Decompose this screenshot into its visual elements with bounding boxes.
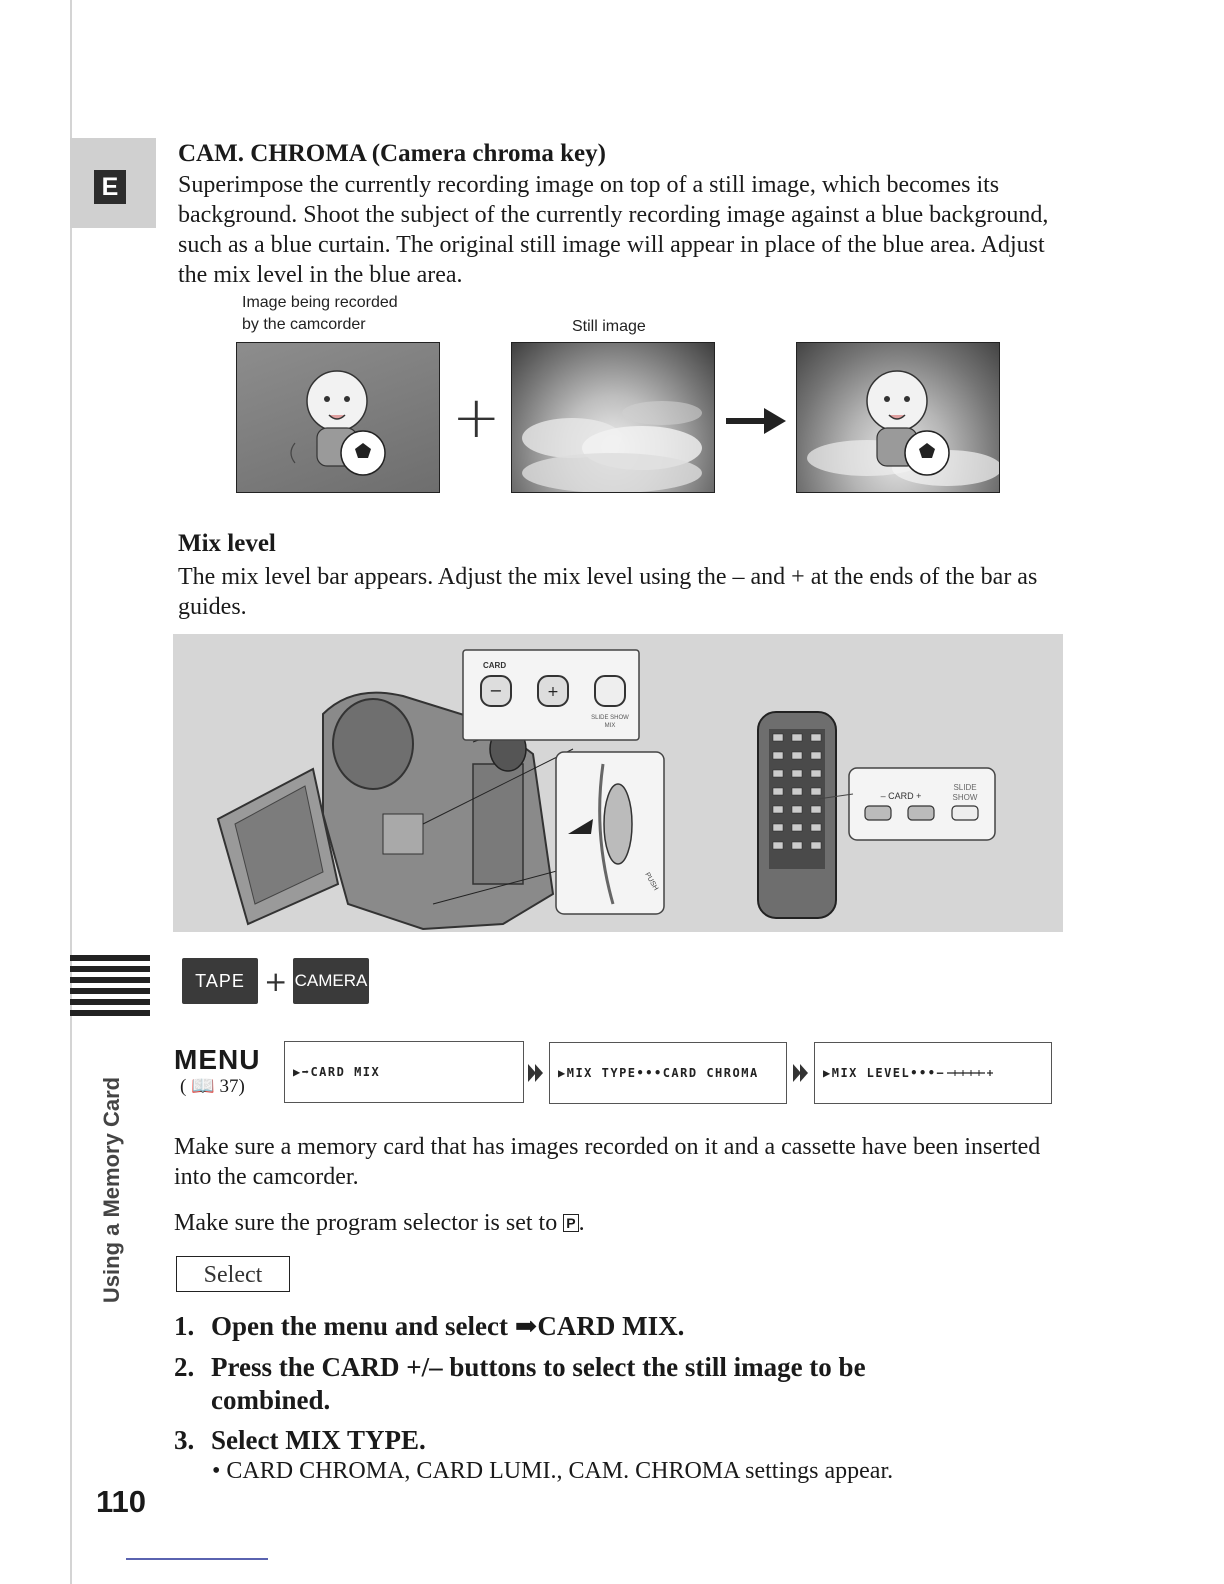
menu-label: MENU [174, 1044, 261, 1075]
recorded-image [236, 342, 440, 493]
caption-recorded-line2: by the camcorder [242, 316, 366, 333]
cam-chroma-body: Superimpose the currently recording image on top of a still image, which becomes its background. Shoot the subject of the currently recording image against a blue background, such as a blue curtain. The original still image will appear in place of the blue area. Adjust the mix level in the blue area. [178, 172, 1049, 288]
cam-chroma-title: CAM. CHROMA (Camera chroma key) [178, 140, 606, 167]
step-3-bullet: • CARD CHROMA, CARD LUMI., CAM. CHROMA settings appear. [212, 1458, 894, 1484]
step-2-number: 2. [174, 1352, 195, 1382]
mix-level-body: The mix level bar appears. Adjust the mix level using the – and + at the ends of the bar as guides. [178, 564, 1038, 620]
camcorder-remote-drawing [173, 634, 1063, 932]
combined-image [796, 342, 1000, 493]
step-2-text-line2: combined. [211, 1385, 331, 1415]
program-p-symbol: P [563, 1214, 578, 1232]
step-1 [174, 1310, 684, 1343]
program-prefix: Make sure the program selector is set to [174, 1210, 564, 1236]
combined-illustration [797, 343, 999, 492]
clouds-illustration [512, 343, 714, 492]
right-arrow-icon [726, 406, 788, 436]
card-inserted-note: Make sure a memory card that has images recorded on it and a cassette have been inserted into the camcorder. [174, 1134, 1041, 1190]
tape-badge: TAPE [182, 958, 258, 1004]
step-2-text-line1: Press the CARD +/– buttons to select the still image to be [211, 1352, 866, 1382]
mode-plus: + [264, 965, 288, 998]
mix-level-title: Mix level [178, 530, 276, 557]
mix-level-bar-icon [947, 1067, 993, 1079]
step-3-text: Select MIX TYPE. [211, 1425, 426, 1455]
combine-plus: + [452, 383, 501, 451]
margin-line [70, 0, 72, 1584]
remote-show-label: SHOW [952, 793, 978, 802]
footer-line [126, 1558, 268, 1560]
section-letter: E [94, 170, 126, 204]
camera-badge: CAMERA [293, 958, 369, 1004]
double-chevron-icon [791, 1062, 811, 1084]
camcorder-illustration [173, 634, 1063, 932]
menu-box-card-mix-text: ▶➡CARD MIX [293, 1065, 381, 1079]
menu-box-mix-level-text: ▶MIX LEVEL•••− [823, 1066, 946, 1080]
menu-chevron-1 [526, 1062, 546, 1089]
select-label-box: Select [176, 1256, 290, 1292]
remote-card-label: – CARD + [880, 791, 922, 801]
baby-illustration [237, 343, 439, 492]
menu-box-mix-type [549, 1042, 787, 1104]
menu-box-mix-level [814, 1042, 1052, 1104]
page-number: 110 [96, 1484, 147, 1519]
program-selector-note [174, 1208, 1064, 1238]
menu-box-mix-type-text: ▶MIX TYPE•••CARD CHROMA [558, 1066, 759, 1080]
menu-chevron-2 [791, 1062, 811, 1089]
chapter-vertical-label: Using a Memory Card [99, 1076, 124, 1304]
panel-slideshow-label: SLIDE SHOW [591, 715, 629, 721]
program-suffix: . [578, 1210, 585, 1236]
caption-recorded-line1: Image being recorded [242, 294, 398, 311]
dial-push-label: PUSH [643, 871, 660, 892]
remote-slide-label: SLIDE [953, 783, 977, 792]
step-1-number: 1. [174, 1311, 195, 1341]
result-arrow [726, 406, 788, 441]
panel-plus-button: + [547, 684, 559, 700]
caption-recorded [242, 292, 398, 336]
step-1-text: Open the menu and select ➡CARD MIX. [211, 1311, 685, 1341]
double-chevron-icon [526, 1062, 546, 1084]
step-2 [174, 1351, 974, 1417]
panel-card-label: CARD [483, 661, 507, 670]
panel-minus-button: − [489, 681, 503, 700]
panel-mix-label: MIX [604, 723, 616, 729]
caption-still: Still image [572, 318, 646, 335]
chapter-bars [70, 955, 150, 1021]
still-image [511, 342, 715, 493]
step-3 [174, 1424, 426, 1457]
menu-box-card-mix [284, 1041, 524, 1103]
menu-page-ref: ( 📖 37) [180, 1076, 245, 1097]
step-3-number: 3. [174, 1425, 195, 1455]
